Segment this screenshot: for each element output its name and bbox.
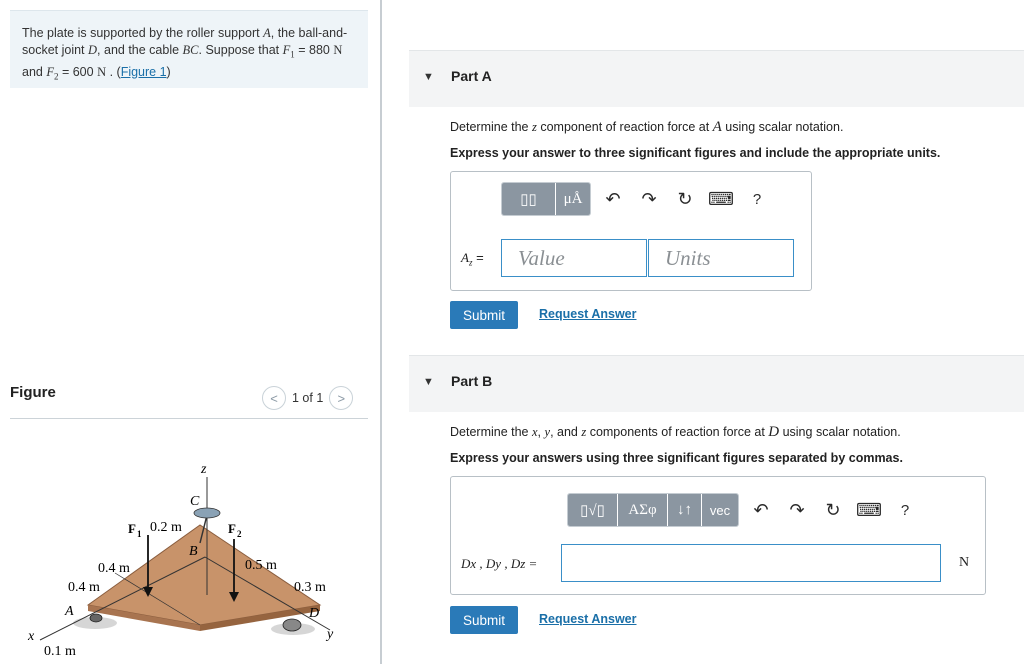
part-b-header[interactable] <box>409 355 1024 412</box>
label-C: C <box>190 494 200 509</box>
templates-button[interactable] <box>568 494 618 526</box>
part-b-instructions: Express your answers using three significant figures separated by commas. <box>450 451 903 465</box>
problem-text: , the ball-and-socket joint <box>22 26 348 57</box>
var-y: y <box>544 425 551 439</box>
label-z: z <box>201 462 207 477</box>
part-b-request-answer-link[interactable]: Request Answer <box>539 612 637 626</box>
dim-0.4m-lower: 0.4 m <box>68 580 100 595</box>
part-b-label: Dx , Dy , Dz = <box>461 556 538 571</box>
caret-down-icon: ▼ <box>423 71 434 83</box>
var-x: x <box>531 425 538 439</box>
toolbar-group <box>567 493 739 527</box>
var-F2-sub: 2 <box>53 71 59 81</box>
part-a-question <box>450 119 843 136</box>
figure-title: Figure <box>10 384 56 401</box>
vec-button[interactable] <box>702 494 738 526</box>
var-F2: F <box>46 64 54 79</box>
question-text: , <box>537 425 545 439</box>
part-b-title: Part B <box>451 373 493 389</box>
question-text: using scalar notation. <box>721 120 844 134</box>
problem-statement <box>10 10 368 88</box>
figure-diagram <box>20 455 350 660</box>
figure-pager <box>262 386 353 410</box>
problem-text: . Suppose that <box>198 43 283 57</box>
divider <box>10 418 368 419</box>
question-text: Determine the <box>450 425 532 439</box>
figure-link[interactable]: Figure 1 <box>120 64 167 79</box>
vec-icon: vec <box>709 502 731 518</box>
part-a-header[interactable] <box>409 50 1024 107</box>
prev-figure-button[interactable] <box>262 386 286 410</box>
reset-icon: ↻ <box>825 499 841 520</box>
var-z: z <box>531 120 537 134</box>
var-F1: F <box>282 43 291 57</box>
var-A: A <box>712 119 722 135</box>
dim-0.3m: 0.3 m <box>294 580 326 595</box>
part-b-toolbar <box>567 493 923 527</box>
redo-icon: ↷ <box>641 188 657 209</box>
question-text: Determine the <box>450 120 532 134</box>
var-sub-z: z <box>468 257 473 268</box>
var-D: D <box>768 424 780 440</box>
undo-icon: ↶ <box>605 188 621 209</box>
question-text: using scalar notation. <box>779 425 901 439</box>
reset-icon: ↻ <box>677 188 693 209</box>
part-a-answer-box <box>450 171 812 291</box>
F2-value: = 600 <box>58 64 98 79</box>
var-D: D <box>88 43 98 57</box>
part-b-answer-box <box>450 476 986 595</box>
F1-unit: N <box>333 43 343 57</box>
ball-socket-D <box>283 619 301 631</box>
equals-sign: = <box>472 250 484 265</box>
keyboard-icon: ⌨ <box>856 499 882 520</box>
part-b-question <box>450 424 901 441</box>
reset-button[interactable] <box>815 500 851 521</box>
help-icon: ? <box>752 190 762 208</box>
label-F2-sub: 2 <box>237 529 242 539</box>
F1-value: = 880 <box>294 43 334 57</box>
var-BC: BC <box>182 43 199 57</box>
figure-page-indicator: 1 of 1 <box>292 391 324 405</box>
panel-splitter[interactable] <box>380 0 382 664</box>
help-button[interactable] <box>739 191 775 208</box>
components-input[interactable] <box>561 544 941 582</box>
label-y: y <box>327 627 334 642</box>
units-icon: μÅ <box>563 190 583 207</box>
label-x: x <box>28 629 35 644</box>
chevron-right-icon: > <box>337 390 346 406</box>
label-F1: F <box>128 521 136 536</box>
question-text: component of reaction force at <box>536 120 713 134</box>
help-icon: ? <box>900 501 910 519</box>
var-F1-sub: 1 <box>290 49 295 60</box>
keyboard-button[interactable] <box>703 189 739 210</box>
question-text: components of reaction force at <box>586 425 769 439</box>
support-C <box>194 508 220 518</box>
label-B: B <box>189 544 198 559</box>
label-D: D <box>309 606 320 621</box>
keyboard-icon: ⌨ <box>708 188 734 209</box>
part-a-submit-button[interactable]: Submit <box>450 301 518 329</box>
greek-icon: ΑΣφ <box>628 501 657 518</box>
templates-icon: ▯√▯ <box>580 502 605 519</box>
label-F1-sub: 1 <box>137 529 142 539</box>
part-a-instructions: Express your answer to three significant figures and include the appropriate units. <box>450 146 941 160</box>
var-A: A <box>263 26 271 40</box>
undo-button[interactable] <box>743 500 779 521</box>
label-A: A <box>65 604 74 619</box>
arrows-icon: ↓↑ <box>677 501 692 518</box>
dim-0.1m: 0.1 m <box>44 644 76 659</box>
question-text: , and <box>550 425 582 439</box>
part-a-toolbar <box>501 182 775 216</box>
dim-0.5m: 0.5 m <box>245 558 277 573</box>
undo-icon: ↶ <box>753 499 769 520</box>
part-a-request-answer-link[interactable]: Request Answer <box>539 307 637 321</box>
var-z: z <box>581 425 587 439</box>
next-figure-button[interactable] <box>329 386 353 410</box>
var-A: A <box>461 250 469 265</box>
units-input[interactable]: Units <box>648 239 794 277</box>
part-b-unit: N <box>959 555 970 570</box>
label-F2: F <box>228 521 236 536</box>
part-a-label <box>461 250 484 268</box>
F2-unit: N <box>97 64 107 79</box>
undo-button[interactable] <box>595 189 631 210</box>
keyboard-button[interactable] <box>851 500 887 521</box>
roller-support-A <box>90 614 102 622</box>
caret-down-icon: ▼ <box>423 376 434 388</box>
problem-text: and <box>22 64 47 79</box>
problem-text: , and the cable <box>97 43 183 57</box>
part-a-title: Part A <box>451 68 492 84</box>
redo-button[interactable] <box>631 189 667 210</box>
templates-icon: ▯▯ <box>520 191 537 208</box>
reset-button[interactable] <box>667 189 703 210</box>
units-button[interactable] <box>556 183 590 215</box>
problem-text: The plate is supported by the roller support <box>22 26 264 40</box>
problem-text: . ( <box>106 64 121 79</box>
toolbar-group <box>501 182 591 216</box>
dim-0.4m-upper: 0.4 m <box>98 561 130 576</box>
dim-0.2m: 0.2 m <box>150 520 182 535</box>
value-input[interactable]: Value <box>501 239 647 277</box>
part-b-submit-button[interactable]: Submit <box>450 606 518 634</box>
problem-text: ) <box>166 64 171 79</box>
help-button[interactable] <box>887 502 923 519</box>
chevron-left-icon: < <box>270 390 278 406</box>
left-panel <box>0 0 380 664</box>
redo-button[interactable] <box>779 500 815 521</box>
templates-button[interactable] <box>502 183 556 215</box>
redo-icon: ↷ <box>789 499 805 520</box>
subscript-button[interactable] <box>668 494 702 526</box>
greek-button[interactable] <box>618 494 668 526</box>
